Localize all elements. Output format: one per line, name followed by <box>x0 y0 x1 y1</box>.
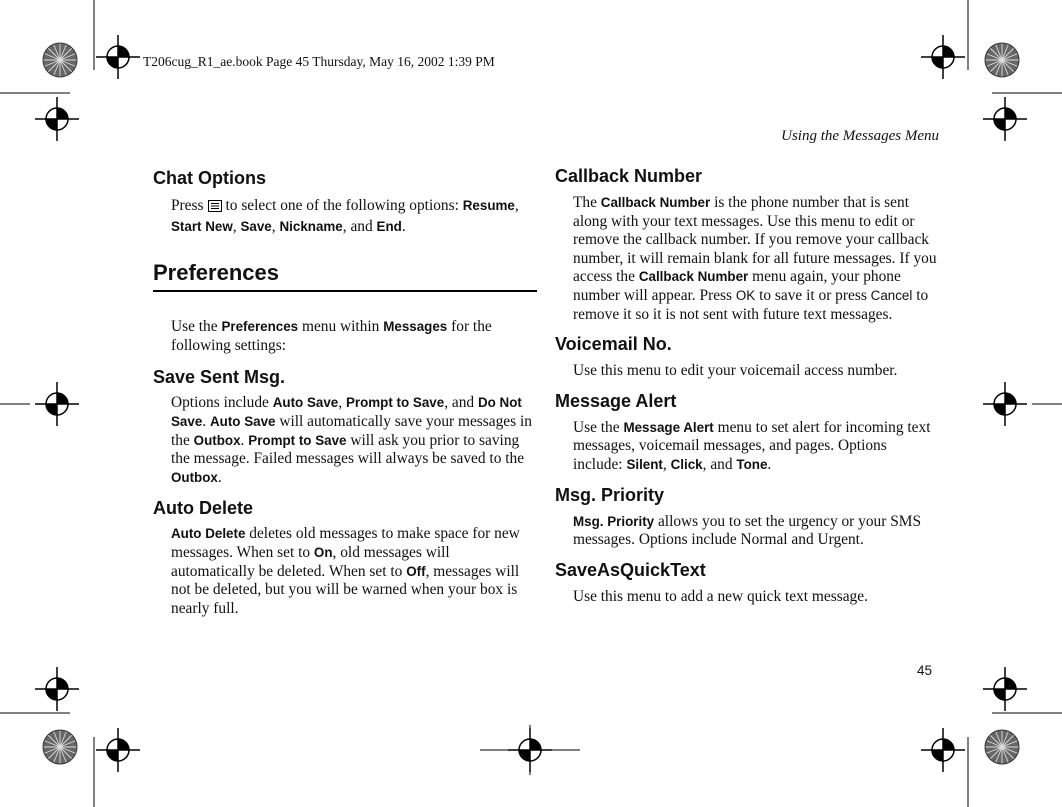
registration-mark-icon <box>35 382 79 426</box>
heading-chat-options: Chat Options <box>153 168 266 188</box>
menu-key-icon <box>208 199 222 218</box>
voicemail-paragraph: Use this menu to edit your voicemail access number. <box>573 362 898 380</box>
registration-mark-icon <box>96 728 140 772</box>
registration-mark-icon <box>921 35 965 79</box>
section-chat-options <box>153 166 537 236</box>
registration-mark-icon <box>96 35 140 79</box>
color-target-icon <box>43 43 77 77</box>
message-alert-paragraph: Use the Message Alert menu to set alert for incoming text messages, voicemail messages, and pages. Options include: Silent, Click, and Tone. <box>573 418 931 473</box>
auto-delete-paragraph: Auto Delete deletes old messages to make space for new messages. When set to On, old messages will automatically be deleted. When set to Off, messages will not be deleted, but you will be warned when your box is nearly full. <box>171 525 520 617</box>
heading-callback-number: Callback Number <box>555 166 703 186</box>
callback-paragraph: The Callback Number is the phone number that is sent along with your text messages. Use this menu to edit or remove the callback number. If you remove your callback number, it will remain blank for all future messages. If you access the Callback Number menu again, your phone number will appear. Press OK to save it or press Cancel to remove it so it is not sent with future text messages. <box>573 194 937 323</box>
registration-mark-icon <box>35 97 79 141</box>
left-column <box>153 166 537 618</box>
section-save-sent-msg <box>153 365 537 487</box>
heading-save-sent-msg: Save Sent Msg. <box>153 367 286 388</box>
page-number: 45 <box>916 663 932 678</box>
section-preferences <box>153 260 537 355</box>
save-sent-paragraph: Options include Auto Save, Prompt to Save, and Do Not Save. Auto Save will automatically save your messages in the Outbox. Prompt to Save will ask you prior to saving the message. Failed messages will always be saved to the Outbox. <box>171 394 532 486</box>
right-column <box>555 164 939 606</box>
registration-mark-icon <box>921 728 965 772</box>
heading-preferences: Preferences <box>153 260 537 292</box>
chat-options-paragraph: Press to select one of the following options: Resume, Start New, Save, Nickname, and End. <box>171 197 519 235</box>
section-auto-delete <box>153 496 537 618</box>
section-saveasquicktext <box>555 558 939 607</box>
registration-mark-icon <box>35 667 79 711</box>
section-voicemail-no <box>555 332 939 381</box>
registration-mark-icon <box>983 667 1027 711</box>
heading-voicemail-no: Voicemail No. <box>555 334 672 355</box>
color-target-icon <box>43 730 77 764</box>
heading-saveasquicktext: SaveAsQuickText <box>555 559 706 580</box>
heading-msg-priority: Msg. Priority <box>555 484 665 505</box>
section-message-alert <box>555 389 939 475</box>
color-target-icon <box>985 730 1019 764</box>
print-slug: T206cug_R1_ae.book Page 45 Thursday, May 16, 2002 1:39 PM <box>143 54 495 69</box>
heading-auto-delete: Auto Delete <box>153 498 254 519</box>
preferences-paragraph: Use the Preferences menu within Messages for the following settings: <box>171 318 492 354</box>
running-head: Using the Messages Menu <box>781 128 939 144</box>
registration-mark-icon <box>983 382 1027 426</box>
registration-mark-icon <box>983 97 1027 141</box>
section-msg-priority <box>555 483 939 550</box>
color-target-icon <box>985 43 1019 77</box>
section-callback-number <box>555 164 939 324</box>
heading-message-alert: Message Alert <box>555 390 677 411</box>
quicktext-paragraph: Use this menu to add a new quick text message. <box>573 587 868 605</box>
msg-priority-paragraph: Msg. Priority allows you to set the urgency or your SMS messages. Options include Normal and Urgent. <box>573 512 922 549</box>
